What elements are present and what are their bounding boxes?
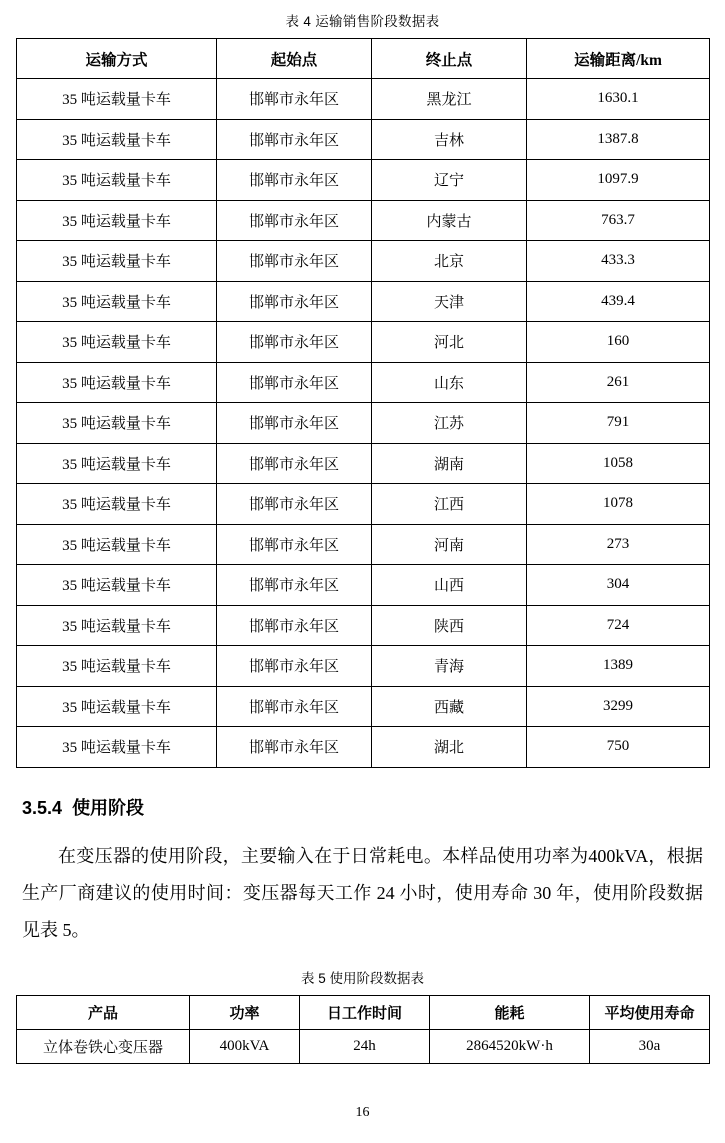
table4-cell: 邯郸市永年区 <box>217 241 372 282</box>
table5-header-cell: 平均使用寿命 <box>590 995 710 1029</box>
table4-cell: 35 吨运载量卡车 <box>17 403 217 444</box>
table-row <box>17 524 710 565</box>
table4-cell: 35 吨运载量卡车 <box>17 646 217 687</box>
table4-cell: 1058 <box>527 443 710 484</box>
table-row <box>17 160 710 201</box>
table4-cell: 邯郸市永年区 <box>217 362 372 403</box>
table-row <box>17 484 710 525</box>
table4-cell: 35 吨运载量卡车 <box>17 119 217 160</box>
table-row <box>17 605 710 646</box>
table4-header-cell: 运输距离/km <box>527 39 710 79</box>
use-stage-table <box>16 995 710 1064</box>
table4-cell: 黑龙江 <box>372 79 527 120</box>
table4-cell: 1387.8 <box>527 119 710 160</box>
table4-cell: 邯郸市永年区 <box>217 403 372 444</box>
table4-cell: 西藏 <box>372 686 527 727</box>
table4-cell: 陕西 <box>372 605 527 646</box>
table4-header-cell: 运输方式 <box>17 39 217 79</box>
transport-sales-stage-table <box>16 38 710 768</box>
table4-cell: 304 <box>527 565 710 606</box>
table4-cell: 邯郸市永年区 <box>217 443 372 484</box>
table4-cell: 35 吨运载量卡车 <box>17 686 217 727</box>
table4-cell: 1630.1 <box>527 79 710 120</box>
table4-cell: 天津 <box>372 281 527 322</box>
table-row <box>17 686 710 727</box>
table-row <box>17 241 710 282</box>
table4-cell: 邯郸市永年区 <box>217 646 372 687</box>
table4-cell: 邯郸市永年区 <box>217 605 372 646</box>
table4-cell: 辽宁 <box>372 160 527 201</box>
table4-cell: 邯郸市永年区 <box>217 686 372 727</box>
table4-cell: 湖南 <box>372 443 527 484</box>
table4-cell: 35 吨运载量卡车 <box>17 241 217 282</box>
section-title: 使用阶段 <box>72 797 145 818</box>
table5-header-cell: 功率 <box>190 995 300 1029</box>
table5-header-cell: 能耗 <box>430 995 590 1029</box>
table4-cell: 山西 <box>372 565 527 606</box>
table4-cell: 内蒙古 <box>372 200 527 241</box>
table5-cell: 30a <box>590 1029 710 1063</box>
table4-cell: 青海 <box>372 646 527 687</box>
table-row <box>17 200 710 241</box>
table4-cell: 35 吨运载量卡车 <box>17 524 217 565</box>
table4-cell: 邯郸市永年区 <box>217 524 372 565</box>
table-row <box>17 119 710 160</box>
page-number: 16 <box>355 1105 370 1120</box>
table4-cell: 35 吨运载量卡车 <box>17 79 217 120</box>
table-row <box>17 646 710 687</box>
table4-header-cell: 终止点 <box>372 39 527 79</box>
table4-cell: 邯郸市永年区 <box>217 119 372 160</box>
table4-cell: 邯郸市永年区 <box>217 727 372 768</box>
table-row <box>17 403 710 444</box>
table4-cell: 邯郸市永年区 <box>217 79 372 120</box>
table5-caption: 表 5 使用阶段数据表 <box>300 970 424 986</box>
table4-cell: 邯郸市永年区 <box>217 322 372 363</box>
table-header-row <box>17 995 710 1029</box>
table4-cell: 35 吨运载量卡车 <box>17 362 217 403</box>
section-number: 3.5.4 <box>22 797 63 818</box>
table4-cell: 江西 <box>372 484 527 525</box>
table4-cell: 邯郸市永年区 <box>217 160 372 201</box>
table-row <box>17 727 710 768</box>
table4-cell: 160 <box>527 322 710 363</box>
table4-cell: 35 吨运载量卡车 <box>17 484 217 525</box>
table4-cell: 1097.9 <box>527 160 710 201</box>
table4-cell: 35 吨运载量卡车 <box>17 565 217 606</box>
table-row <box>17 362 710 403</box>
table4-cell: 邯郸市永年区 <box>217 200 372 241</box>
table-row <box>17 443 710 484</box>
section-heading <box>16 794 709 820</box>
table5-header-cell: 日工作时间 <box>300 995 430 1029</box>
table4-cell: 35 吨运载量卡车 <box>17 281 217 322</box>
table4-cell: 邯郸市永年区 <box>217 281 372 322</box>
section-paragraph: 在变压器的使用阶段，主要输入在于日常耗电。本样品使用功率为400kVA，根据生产厂商建议的使用时间：变压器每天工作 24 小时，使用寿命 30 年，使用阶段数据见表 5。 <box>22 845 703 940</box>
table4-header-cell: 起始点 <box>217 39 372 79</box>
table4-cell: 江苏 <box>372 403 527 444</box>
table4-cell: 35 吨运载量卡车 <box>17 322 217 363</box>
table4-cell: 河南 <box>372 524 527 565</box>
table-header-row <box>17 39 710 79</box>
table4-cell: 35 吨运载量卡车 <box>17 200 217 241</box>
table5-cell: 24h <box>300 1029 430 1063</box>
table-row <box>17 322 710 363</box>
table4-caption: 表 4 运输销售阶段数据表 <box>285 14 440 29</box>
table-row <box>17 1029 710 1063</box>
table4-cell: 35 吨运载量卡车 <box>17 727 217 768</box>
table4-cell: 邯郸市永年区 <box>217 484 372 525</box>
table4-cell: 763.7 <box>527 200 710 241</box>
table4-cell: 35 吨运载量卡车 <box>17 443 217 484</box>
table4-cell: 791 <box>527 403 710 444</box>
table4-cell: 35 吨运载量卡车 <box>17 605 217 646</box>
table4-cell: 273 <box>527 524 710 565</box>
table4-cell: 邯郸市永年区 <box>217 565 372 606</box>
table-row <box>17 565 710 606</box>
table4-cell: 35 吨运载量卡车 <box>17 160 217 201</box>
table4-cell: 湖北 <box>372 727 527 768</box>
table4-cell: 750 <box>527 727 710 768</box>
table4-cell: 北京 <box>372 241 527 282</box>
table4-cell: 261 <box>527 362 710 403</box>
table4-cell: 439.4 <box>527 281 710 322</box>
table4-cell: 1078 <box>527 484 710 525</box>
table5-cell: 400kVA <box>190 1029 300 1063</box>
table4-cell: 724 <box>527 605 710 646</box>
table-row <box>17 79 710 120</box>
table4-cell: 3299 <box>527 686 710 727</box>
table4-cell: 1389 <box>527 646 710 687</box>
table-row <box>17 281 710 322</box>
table5-cell: 立体卷铁心变压器 <box>17 1029 190 1063</box>
table5-header-cell: 产品 <box>17 995 190 1029</box>
table4-cell: 山东 <box>372 362 527 403</box>
table4-cell: 吉林 <box>372 119 527 160</box>
table4-cell: 河北 <box>372 322 527 363</box>
table5-cell: 2864520kW·h <box>430 1029 590 1063</box>
document-page <box>0 10 725 1143</box>
table4-cell: 433.3 <box>527 241 710 282</box>
